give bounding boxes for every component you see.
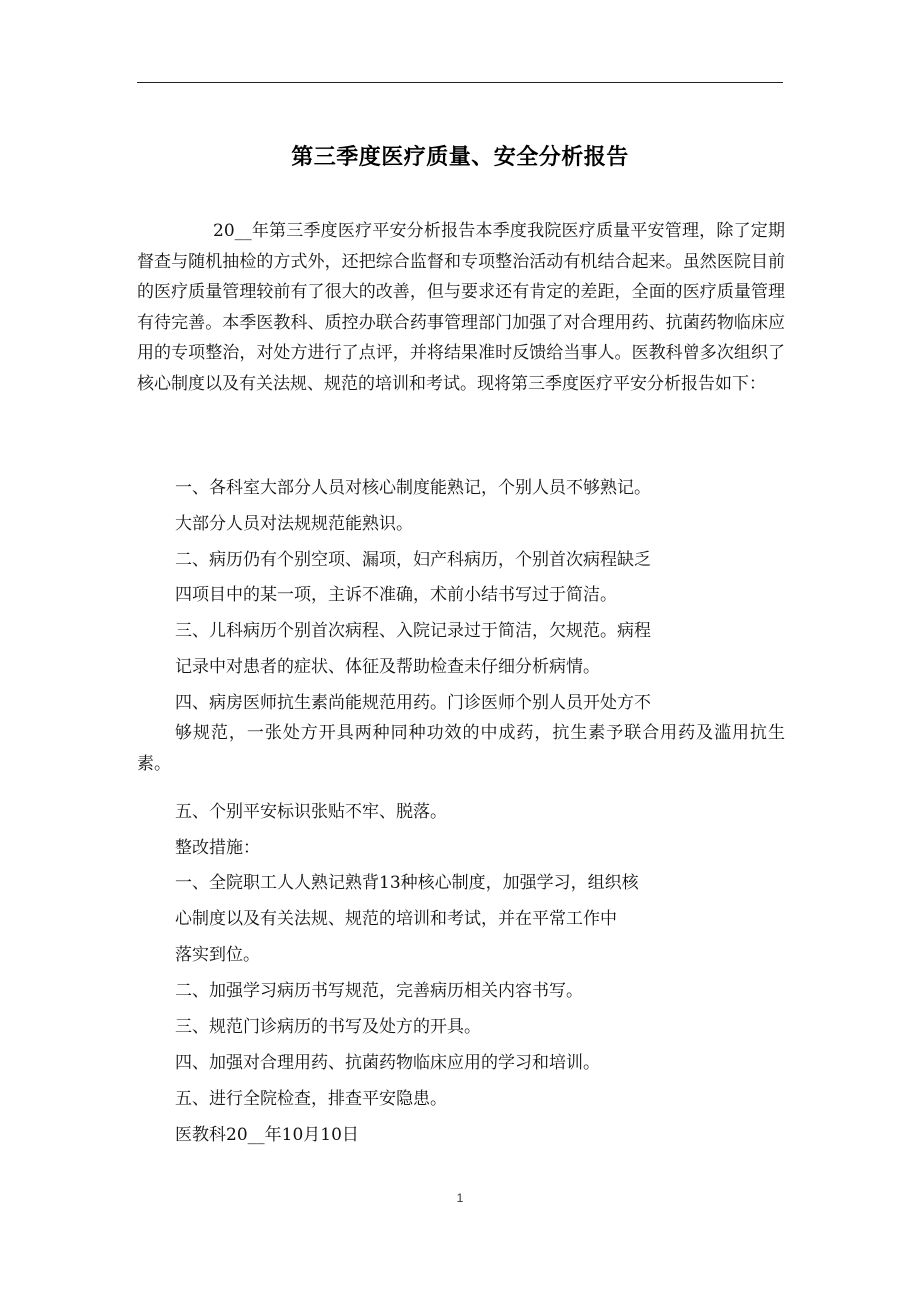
finding-1-line-2: 大部分人员对法规规范能熟识。 — [175, 514, 413, 534]
finding-5: 五、个别平安标识张贴不牢、脱落。 — [175, 802, 447, 822]
measure-4: 四、加强对合理用药、抗菌药物临床应用的学习和培训。 — [175, 1053, 600, 1073]
finding-3-line-1: 三、儿科病历个别首次病程、入院记录过于简洁，欠规范。病程 — [175, 621, 651, 641]
finding-2-line-2: 四项目中的某一项，主诉不准确，术前小结书写过于简洁。 — [175, 585, 617, 605]
page-number: 1 — [456, 1191, 464, 1205]
finding-1-line-1: 一、各科室大部分人员对核心制度能熟记，个别人员不够熟记。 — [175, 478, 651, 498]
measure-5: 五、进行全院检查，排查平安隐患。 — [175, 1089, 447, 1109]
finding-4-line-1: 四、病房医师抗生素尚能规范用药。门诊医师个别人员开处方不 — [175, 693, 651, 713]
measure-1-line-1: 一、全院职工人人熟记熟背13种核心制度，加强学习，组织核 — [175, 873, 639, 893]
measure-2: 二、加强学习病历书写规范，完善病历相关内容书写。 — [175, 981, 583, 1001]
measure-1-line-2: 心制度以及有关法规、规范的培训和考试，并在平常工作中 — [175, 909, 617, 929]
measure-3: 三、规范门诊病历的书写及处方的开具。 — [175, 1017, 481, 1037]
finding-4-line-2: 够规范，一张处方开具两种同种功效的中成药，抗生素予联合用药及滥用抗生素。 — [137, 723, 785, 774]
measure-1-line-3: 落实到位。 — [175, 945, 260, 965]
finding-3-line-2: 记录中对患者的症状、体征及帮助检查未仔细分析病情。 — [175, 657, 600, 677]
finding-2-line-1: 二、病历仍有个别空项、漏项，妇产科病历，个别首次病程缺乏 — [175, 550, 651, 570]
measures-heading: 整改措施： — [175, 838, 260, 858]
header-rule — [137, 82, 783, 83]
document-title: 第三季度医疗质量、安全分析报告 — [291, 145, 629, 170]
signature-date: 医教科20__年10月10日 — [175, 1125, 359, 1145]
intro-paragraph: 20__年第三季度医疗平安分析报告本季度我院医疗质量平安管理，除了定期督查与随机抽检的方式外，还把综合监督和专项整治活动有机结合起来。虽然医院目前的医疗质量管理较前有了很大的改善，但与要求还有肯定的差距，全面的医疗质量管理有待完善。本季医教科、质控办联合药事管理部门加强了对合理用药、抗菌药物临床应用的专项整治，对处方进行了点评，并将结果准时反馈给当事人。医教科曾多次组织了核心制度以及有关法规、规范的培训和考试。现将第三季度医疗平安分析报告如下： — [137, 221, 785, 394]
